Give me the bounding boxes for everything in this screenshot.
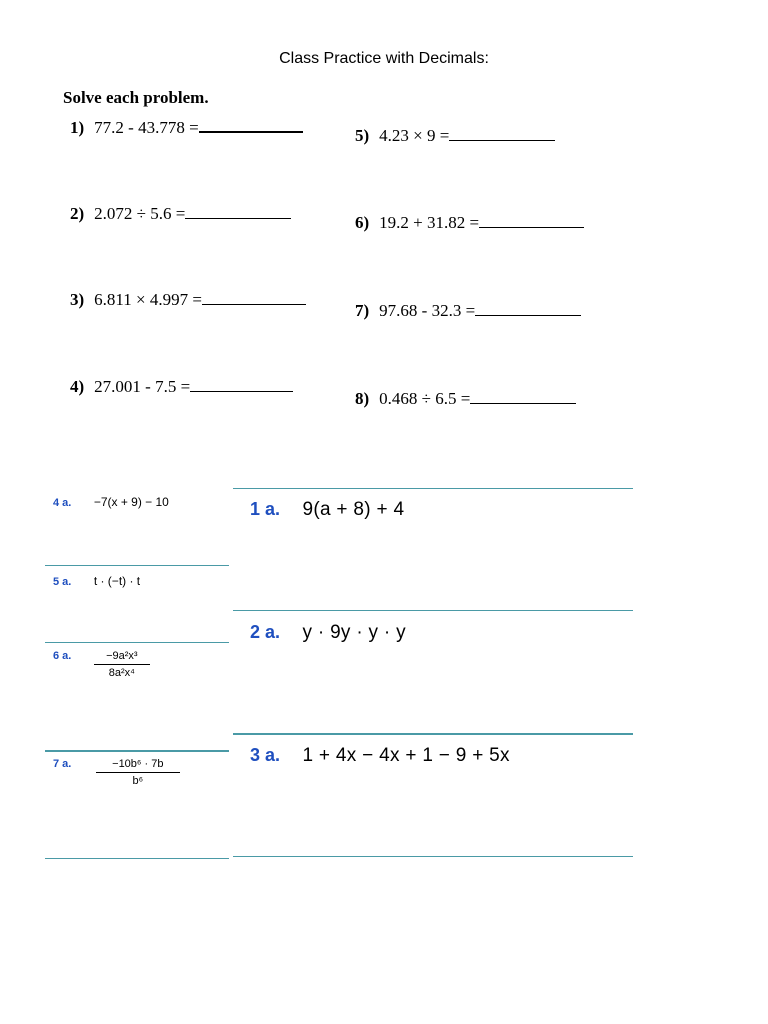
problem-expression: 2.072 ÷ 5.6 =	[94, 204, 186, 223]
problem-2	[70, 204, 291, 224]
item-4a	[53, 493, 169, 511]
divider	[233, 488, 633, 489]
problem-expression: 19.2 + 31.82 =	[379, 213, 480, 232]
item-label: 2 a.	[250, 622, 281, 642]
answer-blank[interactable]	[199, 117, 303, 133]
item-6a	[53, 650, 150, 681]
answer-blank[interactable]	[479, 213, 584, 228]
item-1a	[250, 499, 404, 521]
problem-8	[355, 389, 576, 409]
item-expression: −7(x + 9) − 10	[93, 495, 169, 509]
item-7a	[53, 758, 180, 789]
item-label: 6 a.	[53, 650, 72, 662]
item-expression: 9(a + 8) + 4	[302, 499, 405, 520]
divider	[45, 858, 229, 859]
divider	[233, 856, 633, 857]
item-label: 3 a.	[250, 745, 281, 765]
problem-expression: 27.001 - 7.5 =	[94, 377, 191, 396]
problem-number: 1)	[70, 118, 85, 137]
problem-number: 3)	[70, 290, 85, 309]
problem-expression: 97.68 - 32.3 =	[379, 301, 476, 320]
answer-blank[interactable]	[190, 377, 293, 392]
fraction	[96, 758, 180, 787]
fraction-denominator: 8a²x⁴	[108, 667, 135, 679]
answer-blank[interactable]	[475, 301, 581, 316]
problem-expression: 4.23 × 9 =	[379, 126, 450, 145]
problem-1	[70, 117, 303, 138]
divider	[45, 642, 229, 643]
answer-blank[interactable]	[202, 290, 306, 305]
item-5a	[53, 572, 140, 590]
problem-expression: 6.811 × 4.997 =	[94, 290, 202, 309]
problem-number: 5)	[355, 126, 370, 145]
divider	[233, 610, 633, 611]
fraction	[94, 650, 150, 679]
problem-6	[355, 213, 584, 233]
answer-blank[interactable]	[185, 204, 291, 219]
problem-number: 8)	[355, 389, 370, 408]
problem-4	[70, 377, 293, 397]
fraction-numerator: −10b⁶ · 7b	[112, 758, 164, 770]
fraction-denominator: b⁶	[132, 775, 144, 787]
item-2a	[250, 622, 406, 644]
item-label: 1 a.	[250, 499, 281, 519]
fraction-numerator: −9a²x³	[106, 650, 138, 662]
divider	[45, 565, 229, 566]
problem-number: 2)	[70, 204, 85, 223]
answer-blank[interactable]	[470, 389, 576, 404]
problem-expression: 77.2 - 43.778 =	[94, 118, 199, 137]
problem-expression: 0.468 ÷ 6.5 =	[379, 389, 471, 408]
item-3a	[250, 745, 510, 767]
problem-number: 4)	[70, 377, 85, 396]
item-label: 4 a.	[53, 497, 72, 509]
problem-5	[355, 126, 555, 146]
answer-blank[interactable]	[449, 126, 555, 141]
item-label: 5 a.	[53, 576, 72, 588]
problem-3	[70, 290, 306, 310]
instructions: Solve each problem.	[63, 88, 209, 107]
divider	[45, 750, 229, 752]
item-expression: t · (−t) · t	[93, 574, 141, 588]
item-expression: 1 + 4x − 4x + 1 − 9 + 5x	[302, 745, 510, 766]
divider	[233, 733, 633, 735]
problem-7	[355, 301, 581, 321]
item-expression: y · 9y · y · y	[302, 622, 406, 643]
problem-number: 6)	[355, 213, 370, 232]
page-title: Class Practice with Decimals:	[279, 50, 489, 67]
item-label: 7 a.	[53, 758, 72, 770]
problem-number: 7)	[355, 301, 370, 320]
